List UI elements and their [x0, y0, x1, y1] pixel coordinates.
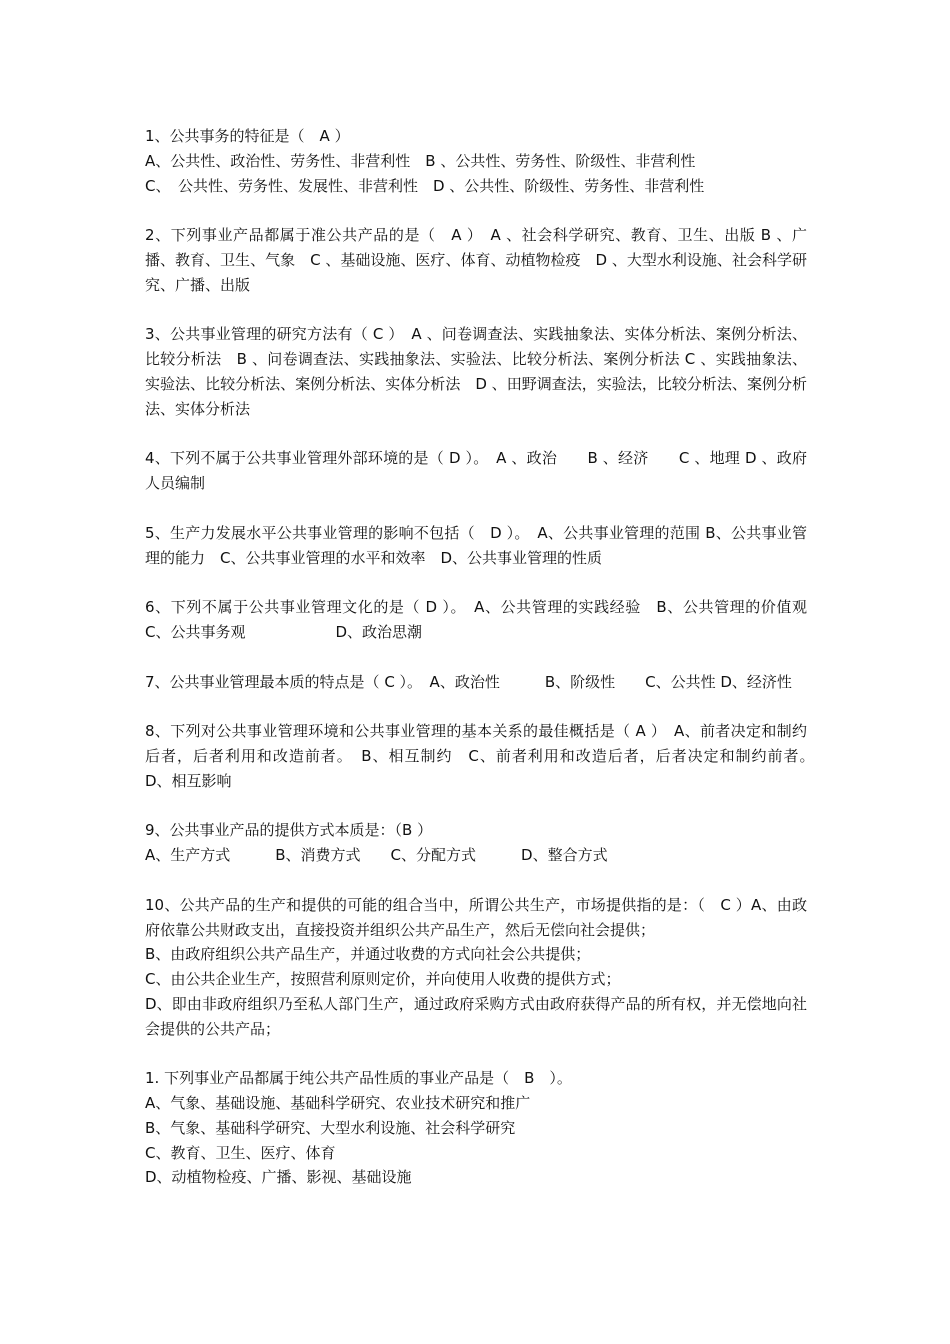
question-stem: 9、公共事业产品的提供方式本质是：（B ） — [145, 821, 433, 840]
question-8: 8、下列对公共事业管理环境和公共事业管理的基本关系的最佳概括是（ A ） A、前者决定和制约后者，后者利用和改造前者。 B、相互制约 C、前者利用和改造后者，后者决定和制约前者。 D、相互影响 — [145, 722, 823, 790]
question-7: 7、公共事业管理最本质的特点是（ C ）。 A、政治性 B、阶级性 C、公共性 D、经济性 — [145, 672, 792, 691]
options-line: A、生产方式 B、消费方式 C、分配方式 D、整合方式 — [145, 846, 608, 865]
question-9 — [145, 818, 807, 868]
options-line: C、 公共性、劳务性、发展性、非营利性 D 、公共性、阶级性、劳务性、非营利性 — [145, 176, 705, 195]
question-stem: 10、公共产品的生产和提供的可能的组合当中，所谓公共生产，市场提供指的是：（ C ）A、由政府依靠公共财政支出，直接投资并组织公共产品生产，然后无偿向社会提供； — [145, 895, 807, 939]
option-c: C、由公共企业生产，按照营利原则定价，并向使用人收费的提供方式； — [145, 970, 621, 989]
option-a: A、气象、基础设施、基础科学研究、农业技术研究和推广 — [145, 1094, 531, 1113]
question-5: 5、生产力发展水平公共事业管理的影响不包括（ D ）。 A、公共事业管理的范围 B、公共事业管理的能力 C、公共事业管理的水平和效率 D、公共事业管理的性质 — [145, 523, 807, 567]
question-3: 3、公共事业管理的研究方法有（ C ） A 、问卷调查法、实践抽象法、实体分析法、案例分析法、比较分析法 B 、问卷调查法、实践抽象法、实验法、比较分析法、案例分析法 C 、实践抽象法、实验法、比较分析法、案例分析法、实体分析法 D 、田野调查法，实验法，比较分析法、案例分析法、实体分析法 — [145, 325, 807, 418]
question-2: 2、下列事业产品都属于准公共产品的是（ A ） A 、社会科学研究、教育、卫生、出版 B 、广播、教育、卫生、气象 C 、基础设施、医疗、体育、动植物检疫 D 、大型水利设施、社会科学研究、广播、出版 — [145, 226, 807, 294]
question-11 — [145, 1066, 807, 1190]
question-1 — [145, 124, 807, 198]
option-c: C、教育、卫生、医疗、体育 — [145, 1143, 336, 1162]
option-b: B、由政府组织公共产品生产，并通过收费的方式向社会公共提供； — [145, 945, 591, 964]
question-10 — [145, 893, 807, 1042]
question-4: 4、下列不属于公共事业管理外部环境的是（ D ）。 A 、政治 B 、经济 C 、地理 D 、政府人员编制 — [145, 449, 807, 493]
option-d: D、即由非政府组织乃至私人部门生产，通过政府采购方式由政府获得产品的所有权，并无偿地向社会提供的公共产品； — [145, 994, 807, 1038]
question-stem: 1. 下列事业产品都属于纯公共产品性质的事业产品是（ B ）。 — [145, 1069, 572, 1088]
options-line: A、公共性、政治性、劳务性、非营利性 B 、公共性、劳务性、阶级性、非营利性 — [145, 151, 696, 170]
option-b: B、气象、基础科学研究、大型水利设施、社会科学研究 — [145, 1118, 516, 1137]
question-list — [145, 124, 823, 1215]
question-6: 6、下列不属于公共事业管理文化的是（ D ）。 A、公共管理的实践经验 B、公共管理的价值观 C、公共事务观 D、政治思潮 — [145, 598, 807, 641]
question-stem: 1、公共事务的特征是（ A ） — [145, 127, 350, 145]
option-d: D、动植物检疫、广播、影视、基础设施 — [145, 1168, 412, 1187]
